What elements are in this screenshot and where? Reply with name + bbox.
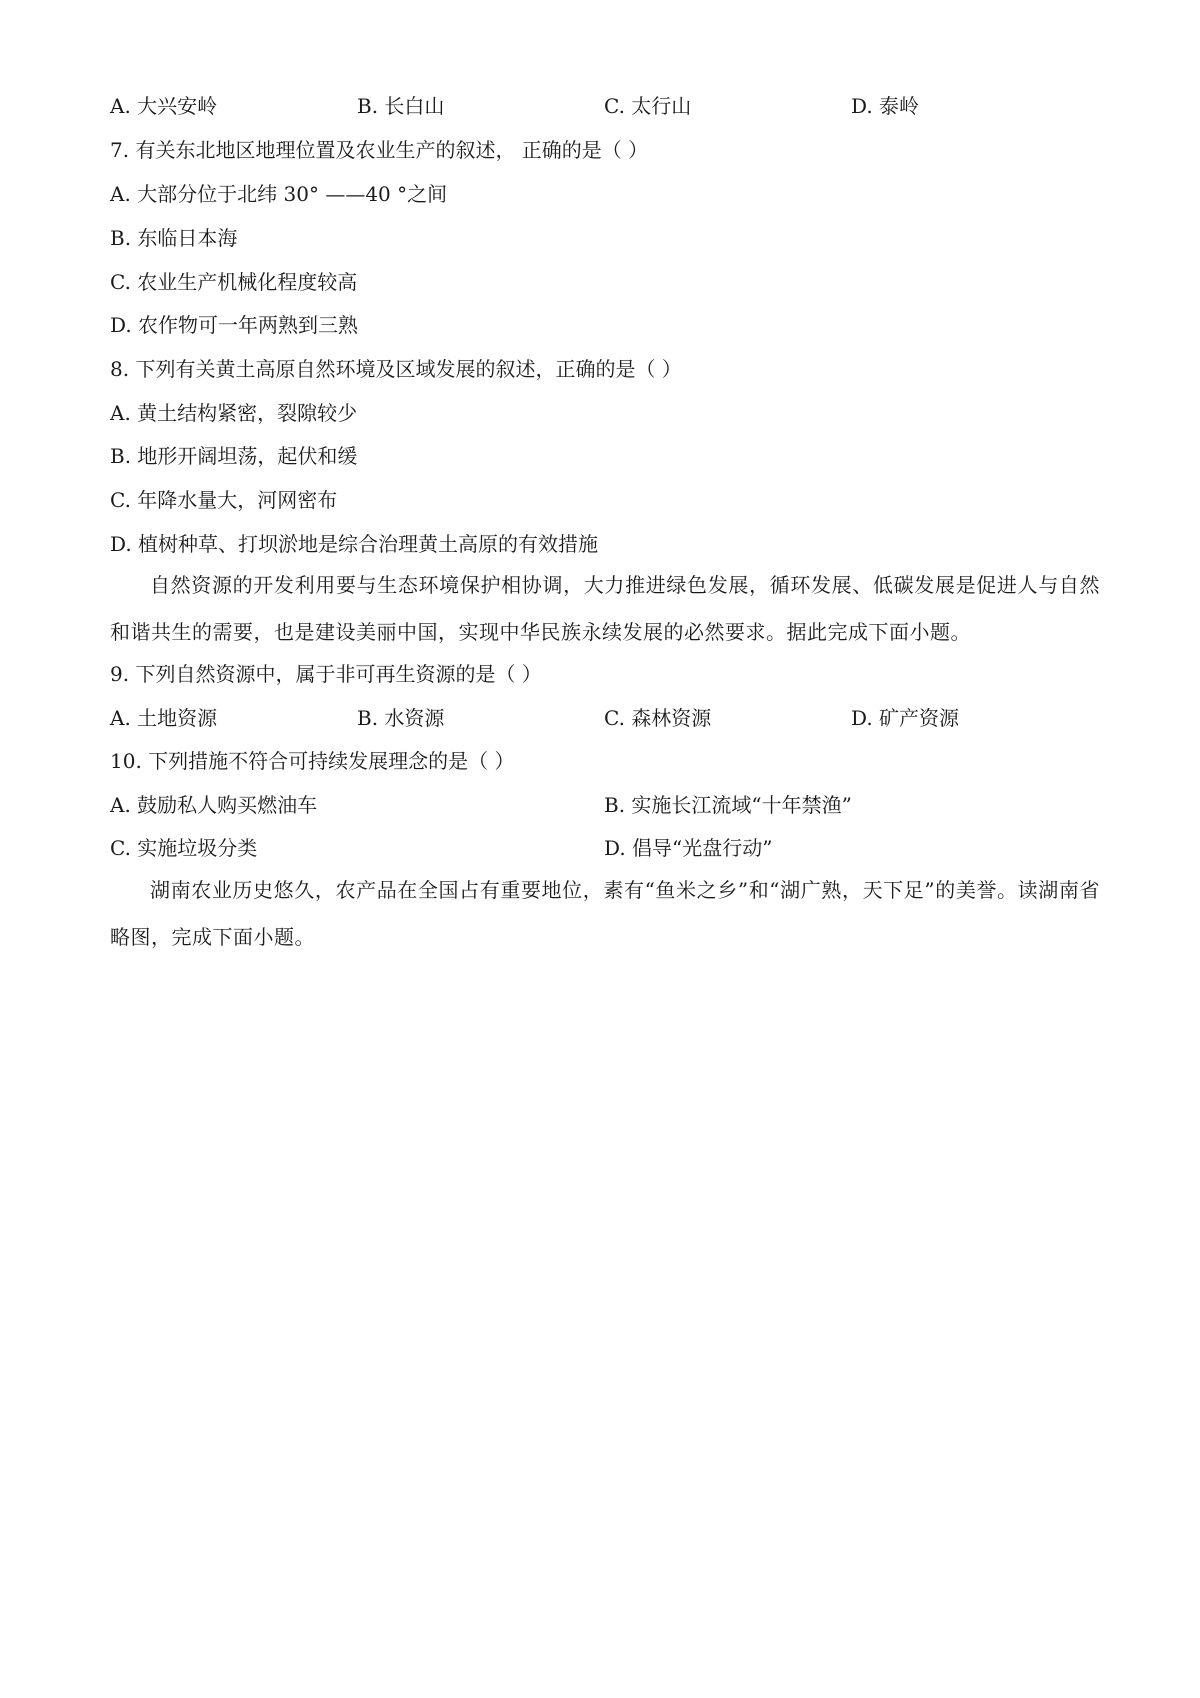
q7-stem: 7. 有关东北地区地理位置及农业生产的叙述， 正确的是（ ）	[110, 138, 649, 162]
q7-option-b: B. 东临日本海	[110, 226, 238, 250]
q6-option-b: B. 长白山	[357, 94, 445, 118]
q8-option-d: D. 植树种草、打坝淤地是综合治理黄土高原的有效措施	[110, 532, 599, 556]
passage-hunan-agriculture: 湖南农业历史悠久，农产品在全国占有重要地位，素有“鱼米之乡”和“湖广熟，天下足”的美誉。读湖南省略图，完成下面小题。	[110, 878, 1100, 949]
q7-option-d: D. 农作物可一年两熟到三熟	[110, 313, 359, 337]
q7-option-c: C. 农业生产机械化程度较高	[110, 270, 358, 294]
q9-stem: 9. 下列自然资源中，属于非可再生资源的是（ ）	[110, 662, 542, 686]
q10-option-c: C. 实施垃圾分类	[110, 836, 258, 860]
q10-stem: 10. 下列措施不符合可持续发展理念的是（ ）	[110, 749, 515, 773]
q6-options	[110, 92, 1110, 120]
q10-option-d: D. 倡导“光盘行动”	[604, 836, 773, 860]
q6-option-a: A. 大兴安岭	[110, 94, 218, 118]
q9-option-b: B. 水资源	[357, 706, 445, 730]
q10-option-a: A. 鼓励私人购买燃油车	[110, 793, 318, 817]
q9-options	[110, 704, 1110, 732]
q8-option-a: A. 黄土结构紧密，裂隙较少	[110, 401, 358, 425]
q9-option-c: C. 森林资源	[604, 706, 712, 730]
q7-option-a: A. 大部分位于北纬 30° ——40 °之间	[110, 182, 448, 206]
q8-stem: 8. 下列有关黄土高原自然环境及区域发展的叙述，正确的是（ ）	[110, 357, 682, 381]
q6-option-d: D. 泰岭	[851, 94, 920, 118]
q10-options-row1	[110, 791, 1110, 819]
q10-options-row2	[110, 834, 1110, 862]
q6-option-c: C. 太行山	[604, 94, 692, 118]
q8-option-c: C. 年降水量大，河网密布	[110, 488, 338, 512]
q9-option-a: A. 土地资源	[110, 706, 218, 730]
q8-option-b: B. 地形开阔坦荡，起伏和缓	[110, 444, 358, 468]
q9-option-d: D. 矿产资源	[851, 706, 960, 730]
q10-option-b: B. 实施长江流域“十年禁渔”	[604, 793, 852, 817]
passage-green-development: 自然资源的开发利用要与生态环境保护相协调，大力推进绿色发展，循环发展、低碳发展是促进人与自然和谐共生的需要，也是建设美丽中国，实现中华民族永续发展的必然要求。据此完成下面小题。	[110, 573, 1100, 644]
